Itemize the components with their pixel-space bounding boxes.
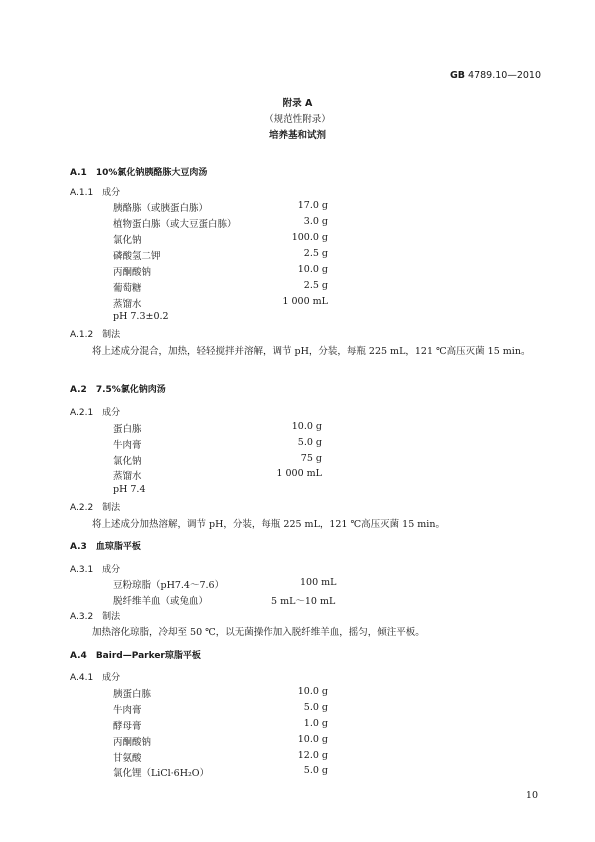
subsection-a2-1: A.2.1 成分: [70, 408, 121, 418]
ingredient-name: 胰蛋白胨: [113, 689, 152, 700]
ingredient-amount: 5 mL～10 mL: [271, 596, 336, 607]
ingredient-name: 蒸馏水: [113, 299, 142, 310]
ingredient-amount: 2.5 g: [303, 280, 328, 291]
ingredient-amount: 100.0 g: [291, 232, 328, 243]
ingredient-name: 氯化锂（LiCl·6H₂O）: [113, 768, 210, 779]
method-text: 将上述成分加热溶解，调节 pH，分装，每瓶 225 mL，121 ℃高压灭菌 15 min。: [92, 519, 445, 530]
ingredient-amount: 1 000 mL: [276, 468, 322, 479]
ingredient-amount: 1.0 g: [303, 718, 328, 729]
ingredient-name: 丙酮酸钠: [113, 267, 152, 278]
section-heading-a1: A.1 10%氯化钠胰酪胨大豆肉汤: [70, 168, 208, 178]
ingredient-amount: 3.0 g: [303, 216, 328, 227]
ingredient-amount: 12.0 g: [297, 750, 328, 761]
ingredient-name: 蛋白胨: [113, 424, 142, 435]
ingredient-amount: 75 g: [300, 453, 322, 464]
method-text: 加热溶化琼脂，冷却至 50 ℃，以无菌操作加入脱纤维羊血，摇匀，倾注平板。: [92, 627, 425, 638]
ingredient-amount: 100 mL: [300, 577, 337, 588]
ingredient-name: 丙酮酸钠: [113, 737, 152, 748]
ingredient-amount: 5.0 g: [303, 765, 328, 776]
ingredient-name: 葡萄糖: [113, 283, 142, 294]
ingredient-name: 氯化钠: [113, 456, 142, 467]
ingredient-amount: 10.0 g: [297, 734, 328, 745]
ingredient-name: 蒸馏水: [113, 471, 142, 482]
subsection-a1-2: A.1.2 制法: [70, 330, 121, 340]
ingredient-name: 酵母膏: [113, 721, 142, 732]
appendix-type: （规范性附录）: [264, 114, 331, 125]
ingredient-amount: 5.0 g: [297, 437, 322, 448]
ingredient-amount: 17.0 g: [297, 200, 328, 211]
page-number: 10: [525, 790, 538, 801]
ingredient-amount: 2.5 g: [303, 248, 328, 259]
ingredient-name: 磷酸氢二钾: [113, 251, 161, 262]
ph-value: pH 7.3±0.2: [113, 311, 169, 322]
method-text: 将上述成分混合，加热，轻轻搅拌并溶解，调节 pH，分装，每瓶 225 mL，121 ℃高压灭菌 15 min。: [92, 346, 531, 357]
ingredient-name: 脱纤维羊血（或兔血）: [113, 596, 209, 607]
subsection-a3-1: A.3.1 成分: [70, 565, 121, 575]
appendix-title: 附录 A: [282, 98, 313, 109]
ingredient-amount: 10.0 g: [297, 264, 328, 275]
ingredient-name: 植物蛋白胨（或大豆蛋白胨）: [113, 219, 237, 230]
section-heading-a2: A.2 7.5%氯化钠肉汤: [70, 385, 166, 395]
ph-value: pH 7.4: [113, 484, 146, 495]
ingredient-name: 牛肉膏: [113, 705, 142, 716]
ingredient-amount: 1 000 mL: [282, 296, 328, 307]
ingredient-name: 氯化钠: [113, 235, 142, 246]
standard-number: 4789.10—2010: [468, 70, 541, 81]
subsection-a4-1: A.4.1 成分: [70, 673, 121, 683]
subsection-a3-2: A.3.2 制法: [70, 612, 121, 622]
ingredient-name: 甘氨酸: [113, 753, 142, 764]
ingredient-amount: 5.0 g: [303, 702, 328, 713]
standard-code: [450, 70, 541, 81]
ingredient-name: 胰酪胨（或胰蛋白胨）: [113, 203, 209, 214]
ingredient-name: 豆粉琼脂（pH7.4～7.6）: [113, 580, 225, 591]
subsection-a2-2: A.2.2 制法: [70, 503, 121, 513]
section-heading-a4: A.4 Baird—Parker琼脂平板: [70, 651, 201, 661]
appendix-subject: 培养基和试剂: [268, 130, 326, 141]
ingredient-name: 牛肉膏: [113, 440, 142, 451]
subsection-a1-1: A.1.1 成分: [70, 188, 121, 198]
section-heading-a3: A.3 血琼脂平板: [70, 542, 141, 552]
ingredient-amount: 10.0 g: [297, 686, 328, 697]
ingredient-amount: 10.0 g: [291, 421, 322, 432]
standard-prefix: GB: [449, 70, 465, 81]
